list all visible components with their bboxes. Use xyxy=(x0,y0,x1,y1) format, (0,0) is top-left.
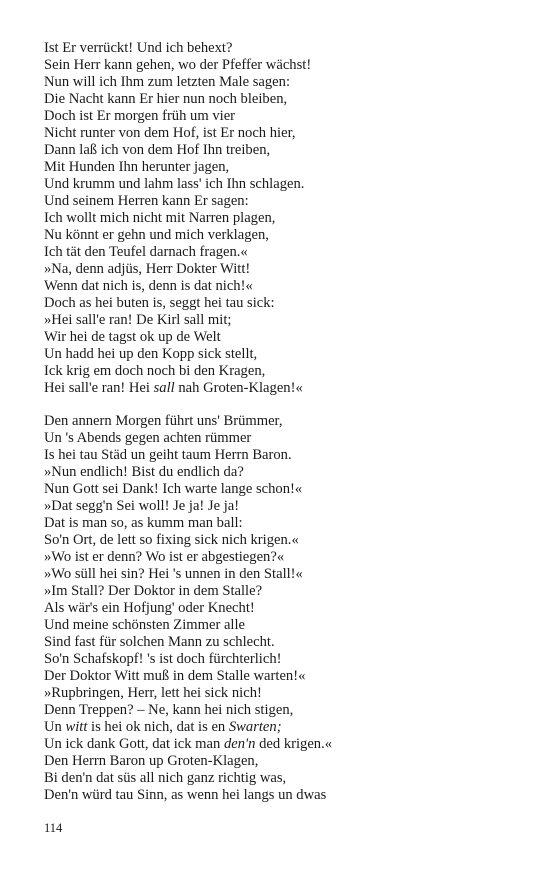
poem-line: Is hei tau Städ un geiht taum Herrn Baron. xyxy=(44,447,292,463)
poem-line: »Im Stall? Der Doktor in dem Stalle? xyxy=(44,583,263,599)
poem-line: So'n Schafskopf! 's ist doch fürchterlich! xyxy=(44,651,282,667)
poem-text xyxy=(44,40,514,804)
poem-line: Hei sall'e ran! Hei sall nah Groten-Klagen!« xyxy=(44,380,303,396)
poem-line: Un ick dank Gott, dat ick man den'n ded krigen.« xyxy=(44,736,333,752)
poem-line: Den'n würd tau Sinn, as wenn hei langs un dwas xyxy=(44,787,327,803)
poem-line: »Wo süll hei sin? Hei 's unnen in den Stall!« xyxy=(44,566,303,582)
poem-line: Wenn dat nich is, denn is dat nich!« xyxy=(44,278,253,294)
poem-line: Und krumm und lahm lass' ich Ihn schlagen. xyxy=(44,176,305,192)
poem-line: Nun Gott sei Dank! Ich warte lange schon!« xyxy=(44,481,303,497)
poem-line: Und seinem Herren kann Er sagen: xyxy=(44,193,249,209)
poem-line: Sein Herr kann gehen, wo der Pfeffer wächst! xyxy=(44,57,312,73)
poem-line: Ich tät den Teufel darnach fragen.« xyxy=(44,244,248,260)
poem-line: Ick krig em doch noch bi den Kragen, xyxy=(44,363,266,379)
poem-line: Als wär's ein Hofjung' oder Knecht! xyxy=(44,600,255,616)
poem-line: Ist Er verrückt! Und ich behext? xyxy=(44,40,233,56)
poem-line: Un witt is hei ok nich, dat is en Swarten; xyxy=(44,719,282,735)
poem-line: Denn Treppen? – Ne, kann hei nich stigen, xyxy=(44,702,294,718)
poem-line: Dat is man so, as kumm man ball: xyxy=(44,515,243,531)
poem-line: Nun will ich Ihm zum letzten Male sagen: xyxy=(44,74,290,90)
page-number: 114 xyxy=(44,821,63,835)
poem-line: Un 's Abends gegen achten rümmer xyxy=(44,430,252,446)
poem-line: Dann laß ich von dem Hof Ihn treiben, xyxy=(44,142,271,158)
poem-line: Doch as hei buten is, seggt hei tau sick: xyxy=(44,295,275,311)
poem-line: Nu könnt er gehn und mich verklagen, xyxy=(44,227,269,243)
poem-line: »Dat segg'n Sei woll! Je ja! Je ja! xyxy=(44,498,240,514)
poem-line: Die Nacht kann Er hier nun noch bleiben, xyxy=(44,91,288,107)
poem-line: So'n Ort, de lett so fixing sick nich krigen.« xyxy=(44,532,299,548)
poem-line: »Wo ist er denn? Wo ist er abgestiegen?« xyxy=(44,549,285,565)
poem-line: »Hei sall'e ran! De Kirl sall mit; xyxy=(44,312,232,328)
poem-line: »Rupbringen, Herr, lett hei sick nich! xyxy=(44,685,262,701)
poem-line: »Na, denn adjüs, Herr Dokter Witt! xyxy=(44,261,251,277)
stanza xyxy=(44,413,514,804)
poem-line: Sind fast für solchen Mann zu schlecht. xyxy=(44,634,275,650)
poem-line: Und meine schönsten Zimmer alle xyxy=(44,617,246,633)
poem-line: Un hadd hei up den Kopp sick stellt, xyxy=(44,346,258,362)
poem-line: Wir hei de tagst ok up de Welt xyxy=(44,329,221,345)
poem-line: Nicht runter von dem Hof, ist Er noch hier, xyxy=(44,125,296,141)
poem-line: Ich wollt mich nicht mit Narren plagen, xyxy=(44,210,276,226)
poem-line: Den annern Morgen führt uns' Brümmer, xyxy=(44,413,283,429)
stanza xyxy=(44,40,514,397)
poem-line: Den Herrn Baron up Groten-Klagen, xyxy=(44,753,259,769)
poem-line: Mit Hunden Ihn herunter jagen, xyxy=(44,159,230,175)
poem-line: Doch ist Er morgen früh um vier xyxy=(44,108,236,124)
poem-line: Der Doktor Witt muß in dem Stalle warten!« xyxy=(44,668,306,684)
poem-line: »Nun endlich! Bist du endlich da? xyxy=(44,464,244,480)
poem-line: Bi den'n dat süs all nich ganz richtig was, xyxy=(44,770,287,786)
